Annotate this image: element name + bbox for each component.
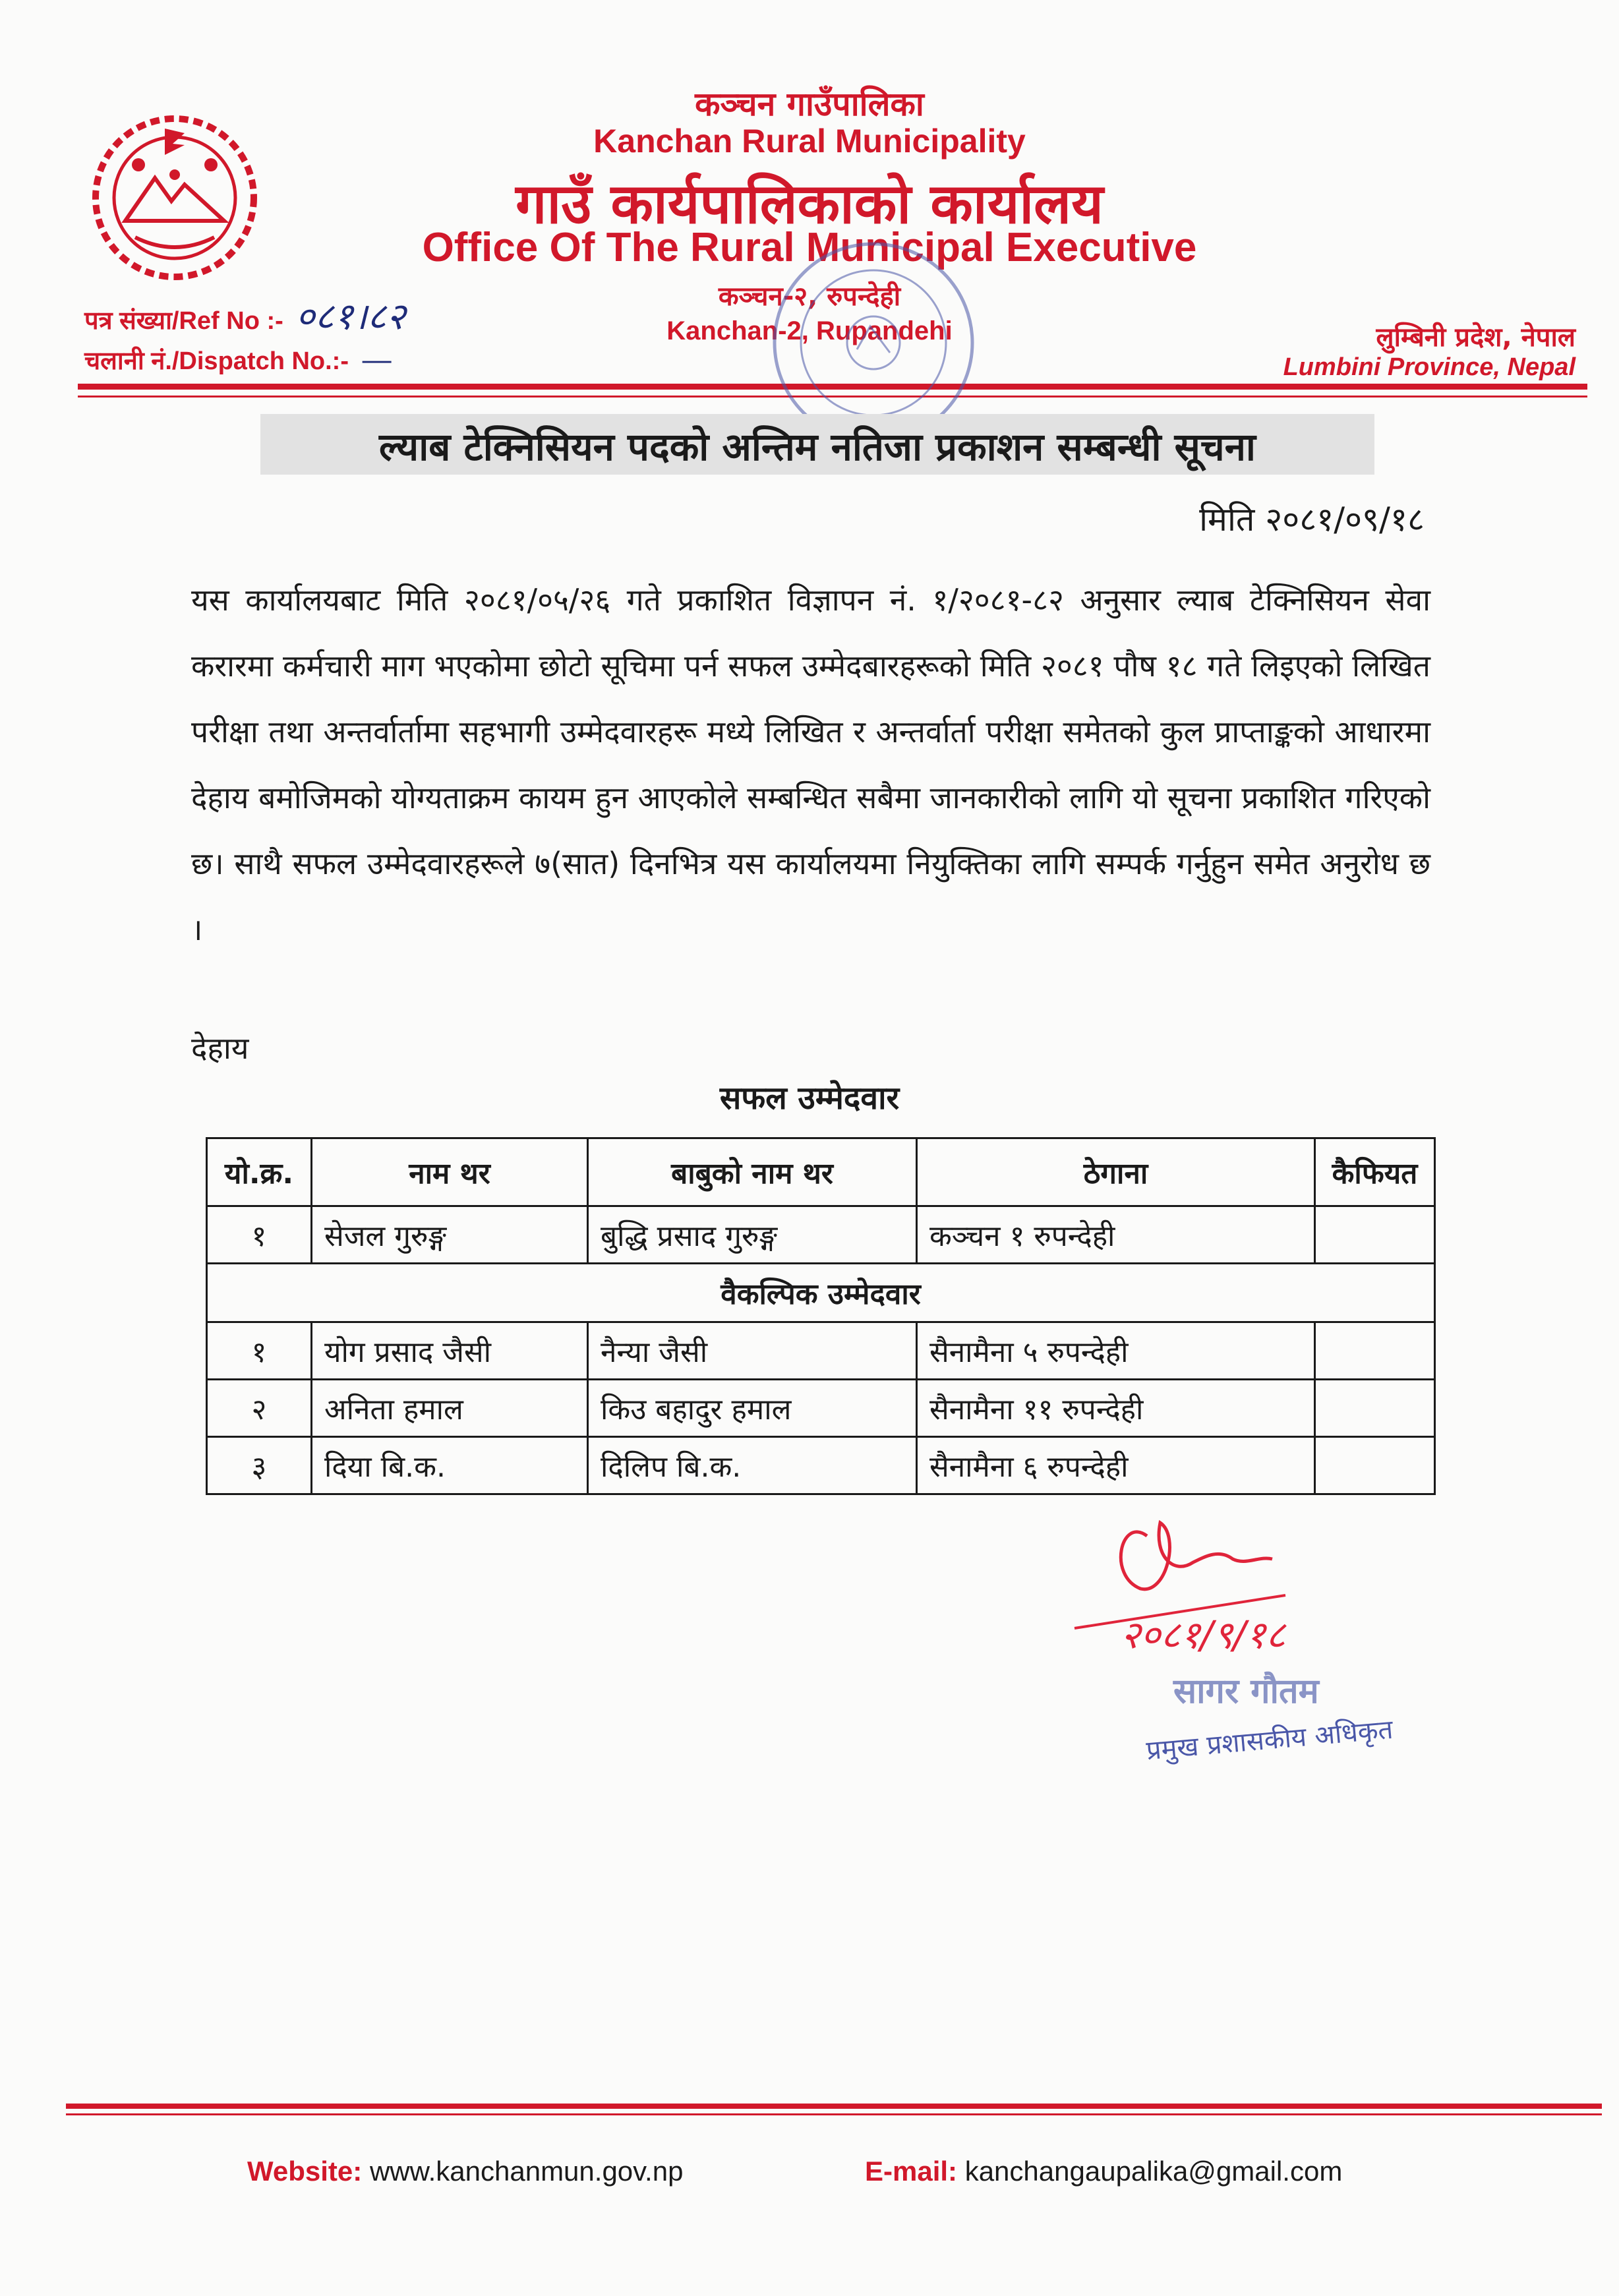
notice-subject: ल्याब टेक्निसियन पदको अन्तिम नतिजा प्रकाशन सम्बन्धी सूचना bbox=[379, 425, 1256, 469]
table-row bbox=[207, 1437, 1435, 1494]
ref-value: ०८१।८२ bbox=[295, 295, 406, 337]
header-remarks: कैफियत bbox=[1315, 1138, 1435, 1206]
cell-serial: १ bbox=[207, 1206, 312, 1264]
email-label: E-mail: bbox=[865, 2156, 958, 2187]
header-serial: यो.क्र. bbox=[207, 1138, 312, 1206]
notice-date: मिति २०८१/०९/१८ bbox=[1199, 500, 1425, 539]
cell-father-name: दिलिप बि.क. bbox=[588, 1437, 917, 1494]
signatory-designation: प्रमुख प्रशासकीय अधिकृत bbox=[1144, 1714, 1395, 1767]
cell-remarks bbox=[1315, 1206, 1435, 1264]
province-np: लुम्बिनी प्रदेश, नेपाल bbox=[1376, 322, 1575, 353]
signature-date: २०८१/९/१८ bbox=[1121, 1612, 1286, 1657]
ref-label: पत्र संख्या/Ref No :- bbox=[84, 307, 283, 335]
dehay-label: देहाय bbox=[191, 1030, 249, 1066]
dispatch-value: — bbox=[362, 343, 392, 376]
website-link[interactable]: www.kanchanmun.gov.np bbox=[369, 2156, 684, 2187]
cell-father-name: किउ बहादुर हमाल bbox=[588, 1380, 917, 1437]
cell-remarks bbox=[1315, 1380, 1435, 1437]
cell-remarks bbox=[1315, 1437, 1435, 1494]
municipality-name-np: कञ्चन गाउँपालिका bbox=[695, 85, 924, 123]
email-link[interactable]: kanchangaupalika@gmail.com bbox=[964, 2156, 1343, 2187]
header-name: नाम थर bbox=[312, 1138, 588, 1206]
cell-address: कञ्चन १ रुपन्देही bbox=[917, 1206, 1315, 1264]
cell-serial: १ bbox=[207, 1322, 312, 1380]
table-row bbox=[207, 1322, 1435, 1380]
cell-name: अनिता हमाल bbox=[312, 1380, 588, 1437]
table-header-row bbox=[207, 1138, 1435, 1206]
cell-remarks bbox=[1315, 1322, 1435, 1380]
results-table bbox=[206, 1137, 1436, 1495]
office-name-en: Office Of The Rural Municipal Executive bbox=[422, 225, 1197, 270]
signatory-name: सागर गौतम bbox=[1173, 1672, 1319, 1711]
address-en: Kanchan-2, Rupandehi bbox=[666, 316, 953, 345]
office-name-np: गाउँ कार्यपालिकाको कार्यालय bbox=[515, 171, 1104, 236]
address-np: कञ्चन-२, रुपन्देही bbox=[718, 281, 901, 312]
cell-name: योग प्रसाद जैसी bbox=[312, 1322, 588, 1380]
cell-name: दिया बि.क. bbox=[312, 1437, 588, 1494]
header-father-name: बाबुको नाम थर bbox=[588, 1138, 917, 1206]
dispatch-label: चलानी नं./Dispatch No.:- bbox=[84, 347, 349, 375]
alternate-heading-row bbox=[207, 1264, 1435, 1322]
footer-email bbox=[865, 2156, 1342, 2187]
cell-address: सैनामैना ६ रुपन्देही bbox=[917, 1437, 1315, 1494]
cell-name: सेजल गुरुङ्ग bbox=[312, 1206, 588, 1264]
footer-divider-thin bbox=[66, 2113, 1602, 2115]
header-address: ठेगाना bbox=[917, 1138, 1315, 1206]
cell-address: सैनामैना ५ रुपन्देही bbox=[917, 1322, 1315, 1380]
website-label: Website: bbox=[247, 2156, 363, 2187]
alternate-heading: वैकल्पिक उम्मेदवार bbox=[207, 1264, 1435, 1322]
dispatch-number bbox=[84, 343, 392, 377]
table-row bbox=[207, 1206, 1435, 1264]
footer-divider bbox=[66, 2104, 1602, 2109]
ref-number bbox=[84, 290, 405, 340]
table-row bbox=[207, 1380, 1435, 1437]
footer-website bbox=[247, 2156, 683, 2187]
cell-address: सैनामैना ११ रुपन्देही bbox=[917, 1380, 1315, 1437]
cell-father-name: नैन्या जैसी bbox=[588, 1322, 917, 1380]
table-title: सफल उम्मेदवार bbox=[719, 1080, 900, 1117]
cell-father-name: बुद्धि प्रसाद गुरुङ्ग bbox=[588, 1206, 917, 1264]
cell-serial: ३ bbox=[207, 1437, 312, 1494]
notice-body: यस कार्यालयबाट मिति २०८१/०५/२६ गते प्रकाशित विज्ञापन नं. १/२०८१-८२ अनुसार ल्याब टेक्निसियन सेवा करारमा कर्मचारी माग भएकोमा छोटो सूचिमा पर्न सफल उम्मेदबारहरूको मिति २०८१ पौष १८ गते लिइएको लिखित परीक्षा तथा अन्तर्वार्तामा सहभागी उम्मेदवारहरू मध्ये लिखित र अन्तर्वार्ता परीक्षा समेतको कुल प्राप्ताङ्कको आधारमा देहाय बमोजिमको योग्यताक्रम कायम हुन आएकोले सम्बन्धित सबैमा जानकारीको लागि यो सूचना प्रकाशित गरिएको छ। साथै सफल उम्मेदवारहरूले ७(सात) दिनभित्र यस कार्यालयमा नियुक्तिका लागि सम्पर्क गर्नुहुन समेत अनुरोध छ । bbox=[191, 582, 1430, 947]
municipality-name-en: Kanchan Rural Municipality bbox=[593, 123, 1026, 160]
cell-serial: २ bbox=[207, 1380, 312, 1437]
province-en: Lumbini Province, Nepal bbox=[1283, 353, 1575, 381]
